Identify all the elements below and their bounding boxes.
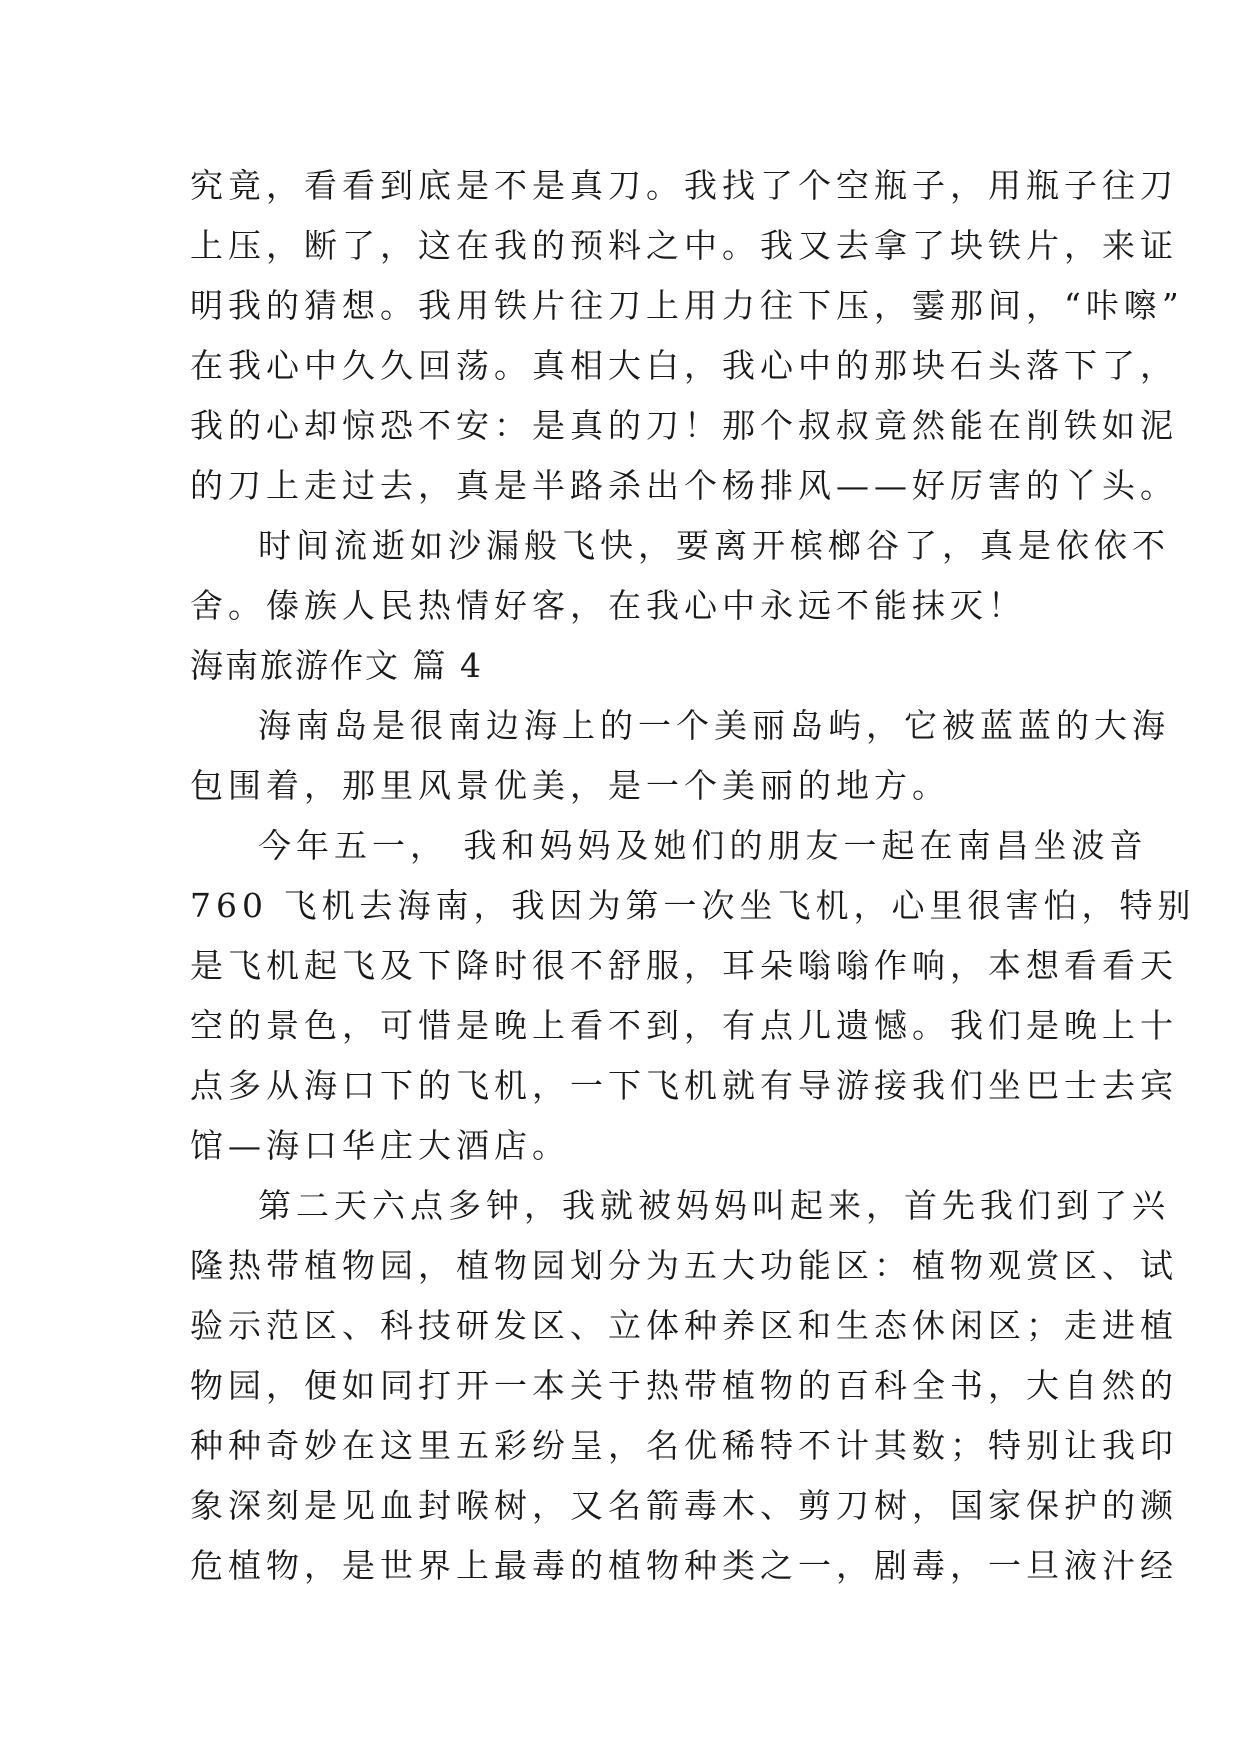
text-line: 是飞机起飞及下降时很不舒服，耳朵嗡嗡作响，本想看看天: [190, 946, 1178, 985]
text-line: 的刀上走过去，真是半路杀出个杨排风——好厉害的丫头。: [190, 466, 1178, 505]
paragraph-start-line: 今年五一， 我和妈妈及她们的朋友一起在南昌坐波音: [258, 826, 1148, 865]
text-line: 验示范区、科技研发区、立体种养区和生态休闲区；走进植: [190, 1306, 1178, 1345]
text-line: 隆热带植物园，植物园划分为五大功能区：植物观赏区、试: [190, 1246, 1178, 1285]
text-line: 馆—海口华庄大酒店。: [190, 1126, 570, 1165]
text-line: 舍。傣族人民热情好客，在我心中永远不能抹灭！: [190, 586, 1026, 625]
text-line: 究竟，看看到底是不是真刀。我找了个空瓶子，用瓶子往刀: [190, 166, 1178, 205]
text-line: 种种奇妙在这里五彩纷呈，名优稀特不计其数；特别让我印: [190, 1426, 1178, 1465]
document-body: [190, 156, 1196, 1596]
text-line: 点多从海口下的飞机，一下飞机就有导游接我们坐巴士去宾: [190, 1066, 1178, 1105]
text-line: 在我心中久久回荡。真相大白，我心中的那块石头落下了，: [190, 346, 1178, 385]
text-line: 物园，便如同打开一本关于热带植物的百科全书，大自然的: [190, 1366, 1178, 1405]
section-heading: 海南旅游作文 篇 4: [190, 646, 483, 685]
text-line: 空的景色，可惜是晚上看不到，有点儿遗憾。我们是晚上十: [190, 1006, 1178, 1045]
text-line: 危植物，是世界上最毒的植物种类之一，剧毒，一旦液汁经: [190, 1546, 1178, 1585]
text-line: 象深刻是见血封喉树，又名箭毒木、剪刀树，国家保护的濒: [190, 1486, 1178, 1525]
paragraph-start-line: 海南岛是很南边海上的一个美丽岛屿，它被蓝蓝的大海: [258, 706, 1170, 745]
text-line: 明我的猜想。我用铁片往刀上用力往下压，霎那间，“咔嚓”: [190, 286, 1184, 325]
text-line: 包围着，那里风景优美，是一个美丽的地方。: [190, 766, 950, 805]
text-line: 上压，断了，这在我的预料之中。我又去拿了块铁片，来证: [190, 226, 1178, 265]
text-line: 我的心却惊恐不安：是真的刀！那个叔叔竟然能在削铁如泥: [190, 406, 1178, 445]
text-line: 760 飞机去海南，我因为第一次坐飞机，心里很害怕，特别: [190, 886, 1196, 925]
paragraph-start-line: 第二天六点多钟，我就被妈妈叫起来，首先我们到了兴: [258, 1186, 1170, 1225]
paragraph-start-line: 时间流逝如沙漏般飞快，要离开槟榔谷了，真是依依不: [258, 526, 1170, 565]
